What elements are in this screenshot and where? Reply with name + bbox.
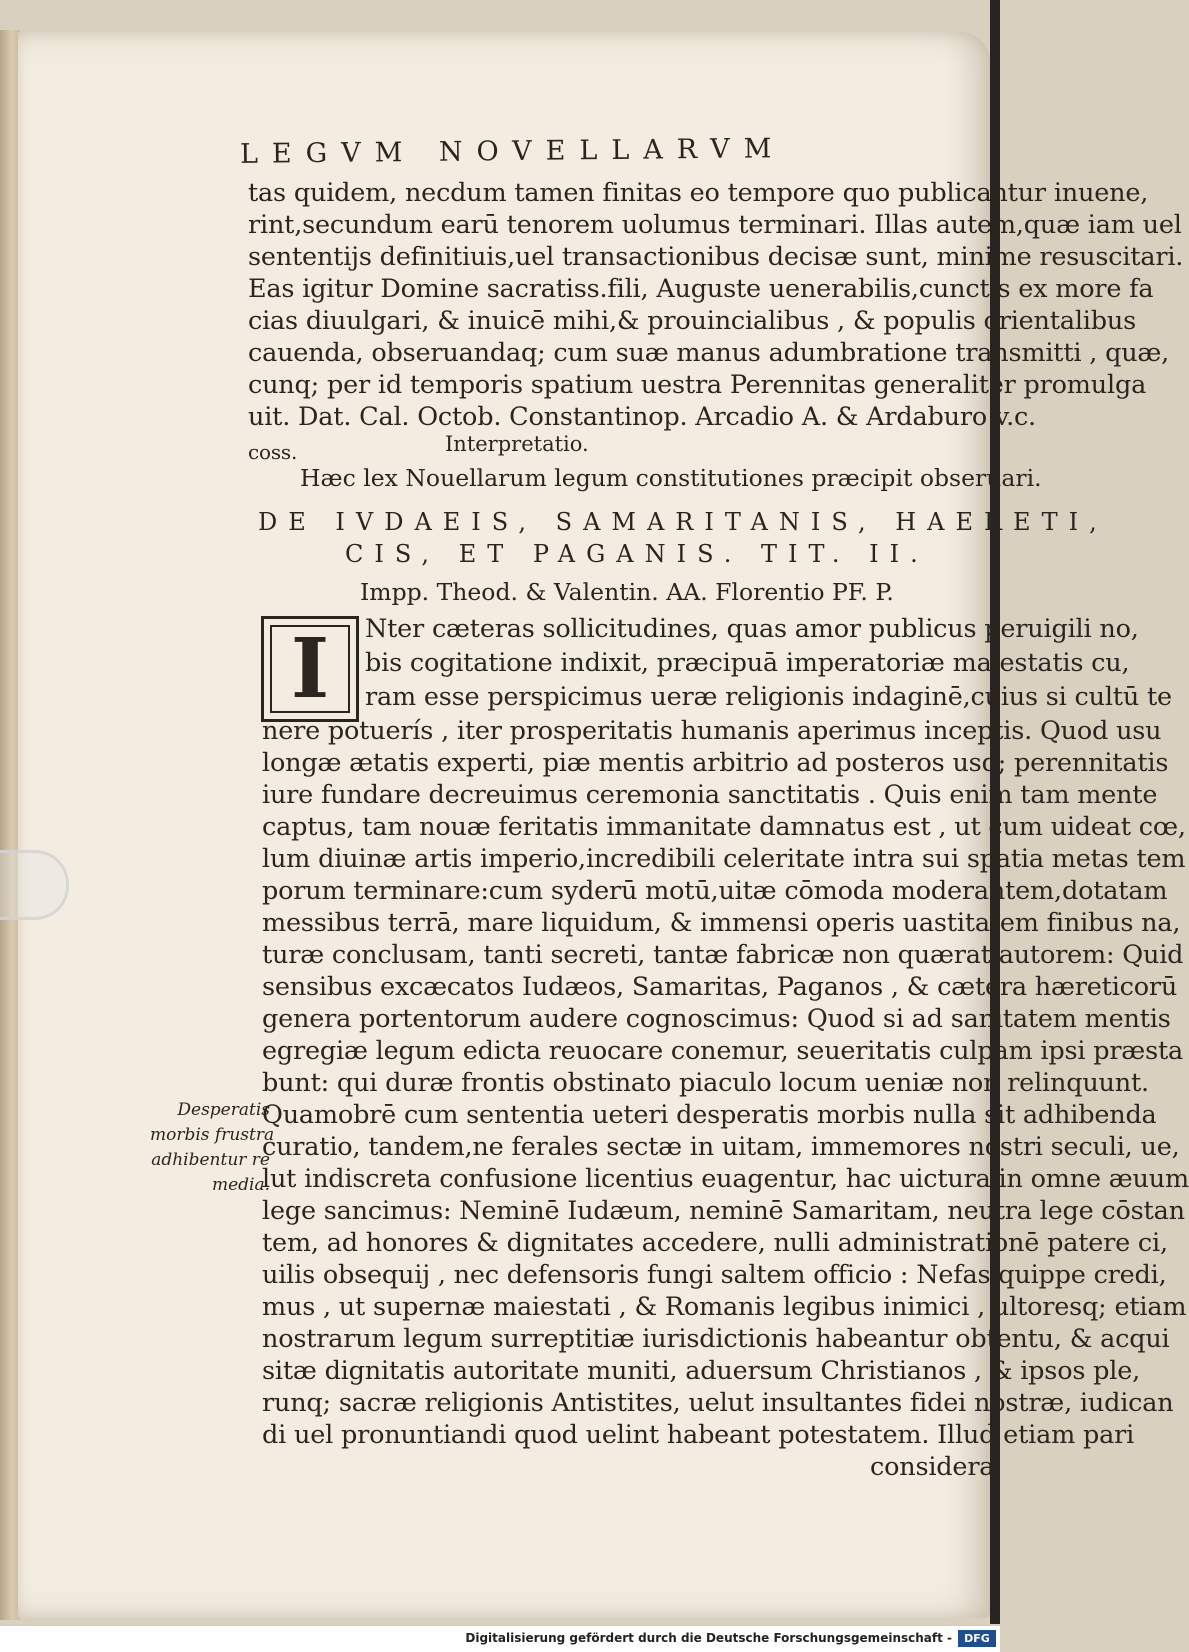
text-line: sitæ dignitatis autoritate muniti, aduersum Christianos , & ipsos ple,: [262, 1356, 1141, 1386]
page-clip: [0, 850, 69, 920]
interpretatio-text: Hæc lex Nouellarum legum constitutiones præcipit obseruari.: [300, 464, 1042, 492]
footer-bar: [0, 1625, 1000, 1652]
text-line: Quamobrē cum sententia ueteri desperatis morbis nulla sit adhibenda: [262, 1100, 1157, 1130]
section-heading: DE IVDAEIS, SAMARITANIS, HAERETI,: [258, 508, 1108, 536]
text-line: porum terminare:cum syderū motū,uitæ cōmoda moderantem,dotatam: [262, 876, 1168, 906]
margin-note-line: adhibentur re: [151, 1150, 270, 1170]
interpretatio-title: Interpretatio.: [445, 432, 589, 456]
text-line: tas quidem, necdum tamen finitas eo tempore quo publicantur inuene,: [248, 178, 1149, 208]
decorated-initial: I: [261, 616, 359, 722]
book-spine: [0, 30, 20, 1620]
emperors-line: Impp. Theod. & Valentin. AA. Florentio PF. P.: [360, 578, 894, 606]
running-head: LEGVM NOVELLARVM: [239, 133, 786, 170]
margin-note-line: Desperatis: [177, 1100, 270, 1120]
section-heading-cont: CIS, ET PAGANIS. TIT. II.: [345, 540, 929, 568]
text-line: tem, ad honores & dignitates accedere, nulli administrationē patere ci,: [262, 1228, 1168, 1258]
text-line: cunq; per id temporis spatium uestra Perennitas generaliter promulga: [248, 370, 1147, 400]
text-line: uit. Dat. Cal. Octob. Constantinop. Arcadio A. & Ardaburo v.c.: [248, 402, 1036, 432]
text-line: mus , ut supernæ maiestati , & Romanis legibus inimici , ultoresq; etiam: [262, 1292, 1187, 1322]
text-line: Nter cæteras sollicitudines, quas amor publicus peruigili no,: [365, 614, 1139, 644]
text-line: sententijs definitiuis,uel transactionibus decisæ sunt, minime resuscitari.: [248, 242, 1184, 272]
text-line: nostrarum legum surreptitiæ iurisdictionis habeantur obtentu, & acqui: [262, 1324, 1170, 1354]
text-line: captus, tam nouæ feritatis immanitate damnatus est , ut cum uideat cœ,: [262, 812, 1186, 842]
dfg-logo[interactable]: DFG: [958, 1630, 996, 1647]
text-line: egregiæ legum edicta reuocare conemur, seueritatis culpam ipsi præsta: [262, 1036, 1184, 1066]
text-line: genera portentorum audere cognoscimus: Quod si ad sanitatem mentis: [262, 1004, 1171, 1034]
text-line: curatio, tandem,ne ferales sectæ in uitam, immemores nostri seculi, ue,: [262, 1132, 1180, 1162]
text-line: uilis obsequij , nec defensoris fungi saltem officio : Nefas quippe credi,: [262, 1260, 1167, 1290]
text-line: lege sancimus: Neminē Iudæum, neminē Samaritam, neutra lege cōstan: [262, 1196, 1185, 1226]
text-line: messibus terrā, mare liquidum, & immensi operis uastitatem finibus na,: [262, 908, 1181, 938]
margin-note: [150, 1098, 275, 1198]
text-line: cauenda, obseruandaq; cum suæ manus adumbratione transmitti , quæ,: [248, 338, 1170, 368]
text-line: iure fundare decreuimus ceremonia sanctitatis . Quis enim tam mente: [262, 780, 1158, 810]
text-line: cias diuulgari, & inuicē mihi,& prouincialibus , & populis orientalibus: [248, 306, 1136, 336]
text-line: coss.: [248, 440, 298, 464]
footer-credit: Digitalisierung gefördert durch die Deutsche Forschungsgemeinschaft -: [465, 1631, 952, 1645]
text-line: longæ ætatis experti, piæ mentis arbitrio ad posteros usq; perennitatis: [262, 748, 1169, 778]
text-line: runq; sacræ religionis Antistites, uelut insultantes fidei nostræ, iudican: [262, 1388, 1174, 1418]
margin-note-line: media.: [211, 1175, 270, 1195]
text-line: bis cogitatione indixit, præcipuā imperatoriæ maiestatis cu,: [365, 648, 1130, 678]
text-line: turæ conclusam, tanti secreti, tantæ fabricæ non quærat autorem: Quid: [262, 940, 1184, 970]
text-line: nere potuerís , iter prosperitatis humanis aperimus inceptis. Quod usu: [262, 716, 1162, 746]
text-line: di uel pronuntiandi quod uelint habeant potestatem. Illud etiam pari: [262, 1420, 1135, 1450]
text-line: sensibus excæcatos Iudæos, Samaritas, Paganos , & cætera hæreticorū: [262, 972, 1178, 1002]
text-line: rint,secundum earū tenorem uolumus terminari. Illas autem,quæ iam uel: [248, 210, 1182, 240]
text-line: ram esse perspicimus ueræ religionis indaginē,cuius si cultū te: [365, 682, 1172, 712]
text-line: bunt: qui duræ frontis obstinato piaculo locum ueniæ non relinquunt.: [262, 1068, 1149, 1098]
text-line: lut indiscreta confusione licentius euagentur, hac uictura in omne æuum: [262, 1164, 1189, 1194]
text-line: Eas igitur Domine sacratiss.fili, Auguste uenerabilis,cunctis ex more fa: [248, 274, 1154, 304]
catchword: considera,: [870, 1452, 1003, 1482]
text-line: lum diuinæ artis imperio,incredibili celeritate intra sui spatia metas tem: [262, 844, 1186, 874]
margin-note-line: morbis frustra: [150, 1125, 275, 1145]
